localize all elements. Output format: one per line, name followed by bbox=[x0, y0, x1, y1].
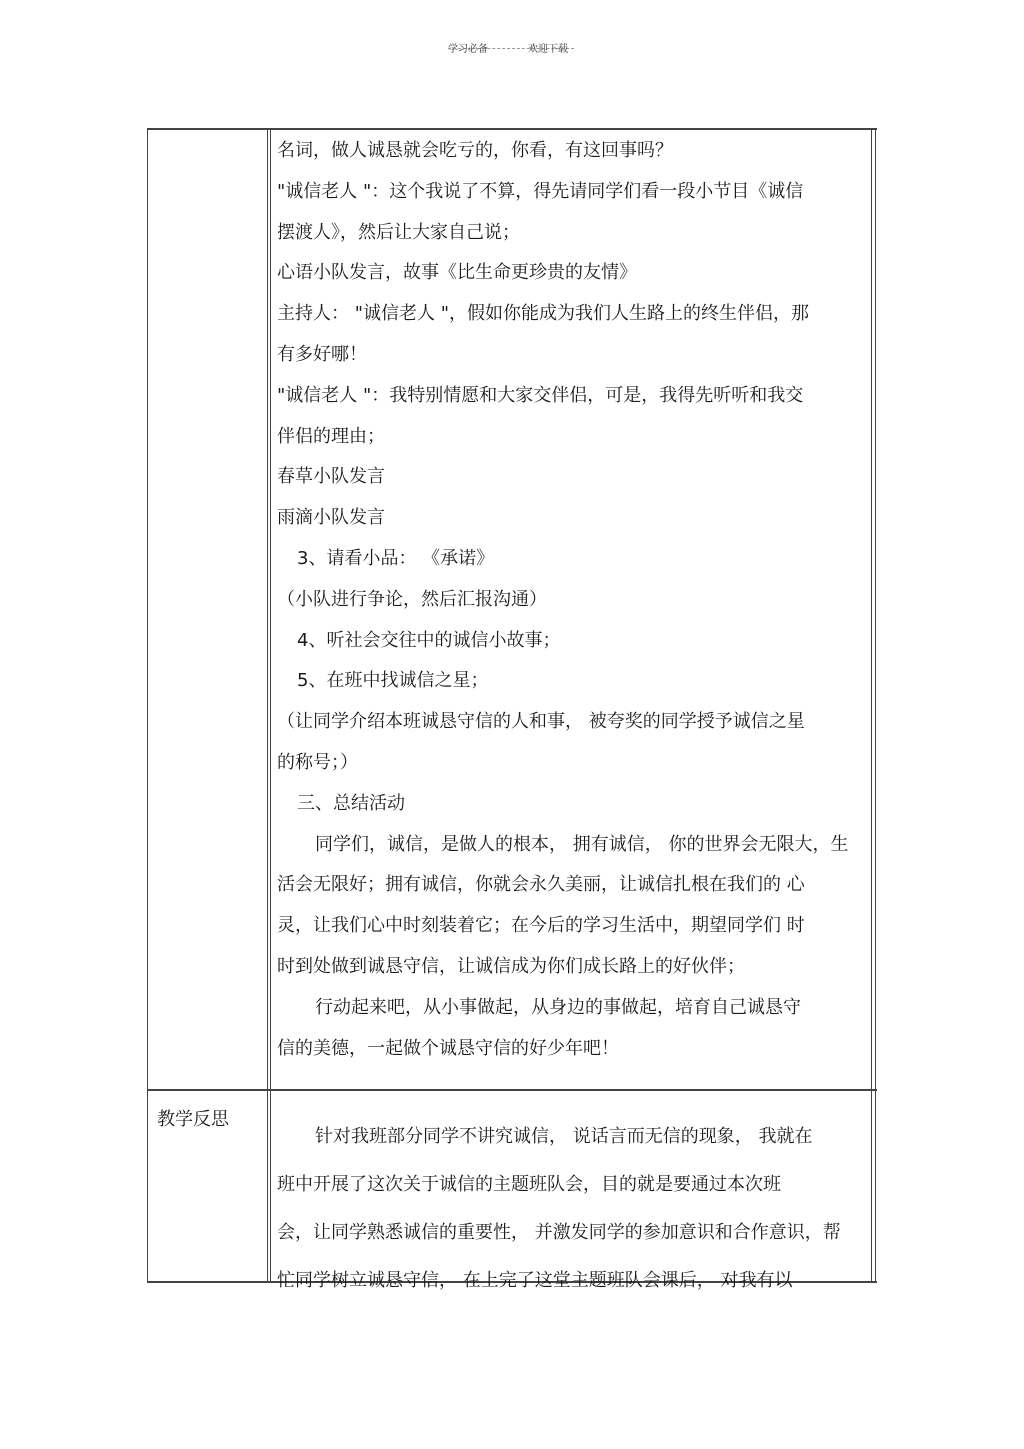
reflection-line: 忙同学树立诚恳守信， 在上完了这堂主题班队会课后， 对我有以 bbox=[277, 1270, 793, 1291]
activity-line: "诚信老人 "：我特别情愿和大家交伴侣，可是，我得先听听和我交 bbox=[277, 384, 804, 406]
activity-line: （小队进行争论，然后汇报沟通） bbox=[277, 588, 547, 610]
table-column-divider-inner bbox=[270, 128, 271, 1283]
activity-line: 活会无限好；拥有诚信，你就会永久美丽，让诚信扎根在我们的 心 bbox=[277, 874, 805, 896]
reflection-label: 教学反思 bbox=[157, 1109, 229, 1130]
reflection-content bbox=[277, 1113, 869, 1305]
table-right-border bbox=[875, 128, 876, 1283]
activity-line: 同学们，诚信，是做人的根本， 拥有诚信， 你的世界会无限大，生 bbox=[315, 833, 849, 855]
table-row-divider bbox=[147, 1089, 877, 1091]
table-column-divider bbox=[267, 128, 268, 1283]
section-heading: 三、总结活动 bbox=[297, 792, 405, 814]
activity-line: 信的美德，一起做个诚恳守信的好少年吧！ bbox=[277, 1037, 619, 1059]
activity-line: （让同学介绍本班诚恳守信的人和事， 被夸奖的同学授予诚信之星 bbox=[277, 711, 805, 733]
table-top-border bbox=[147, 128, 877, 130]
header-right-text: 欢迎下载 bbox=[528, 44, 568, 55]
reflection-line: 班中开展了这次关于诚信的主题班队会，目的就是要通过本次班 bbox=[277, 1174, 781, 1195]
header-left-text: 学习必备 bbox=[448, 44, 488, 55]
activity-line: 雨滴小队发言 bbox=[277, 507, 385, 529]
activity-line: 行动起来吧，从小事做起，从身边的事做起，培育自己诚恳守 bbox=[315, 996, 801, 1018]
activity-line: 灵，让我们心中时刻装着它；在今后的学习生活中，期望同学们 时 bbox=[277, 915, 805, 937]
reflection-line: 针对我班部分同学不讲究诚信， 说话言而无信的现象， 我就在 bbox=[315, 1126, 813, 1147]
page-header bbox=[448, 40, 574, 55]
activity-line: 时到处做到诚恳守信，让诚信成为你们成长路上的好伙伴； bbox=[277, 955, 745, 977]
activity-line: 3、请看小品： 《承诺》 bbox=[297, 547, 495, 569]
table-left-border bbox=[147, 128, 148, 1283]
activity-line: 春草小队发言 bbox=[277, 466, 385, 488]
activity-line: 心语小队发言，故事《比生命更珍贵的友情》 bbox=[277, 262, 637, 284]
activity-line: 的称号；） bbox=[277, 751, 358, 773]
reflection-line: 会，让同学熟悉诚信的重要性， 并激发同学的参加意识和合作意识，帮 bbox=[277, 1222, 841, 1243]
activity-line: "诚信老人 "：这个我说了不算，得先请同学们看一段小节目《诚信 bbox=[277, 180, 804, 202]
activity-line: 主持人： "诚信老人 "，假如你能成为我们人生路上的终生伴侣，那 bbox=[277, 303, 809, 325]
activity-line: 伴侣的理由； bbox=[277, 425, 385, 447]
table-right-border-inner bbox=[871, 128, 872, 1283]
activity-line: 名词，做人诚恳就会吃亏的，你看，有这回事吗？ bbox=[277, 140, 673, 161]
activity-line: 摆渡人》，然后让大家自己说； bbox=[277, 221, 520, 243]
activity-line: 5、在班中找诚信之星； bbox=[297, 670, 489, 692]
activity-line: 有多好哪！ bbox=[277, 343, 367, 365]
activity-content bbox=[277, 131, 869, 1069]
activity-line: 4、听社会交往中的诚信小故事； bbox=[297, 629, 561, 651]
